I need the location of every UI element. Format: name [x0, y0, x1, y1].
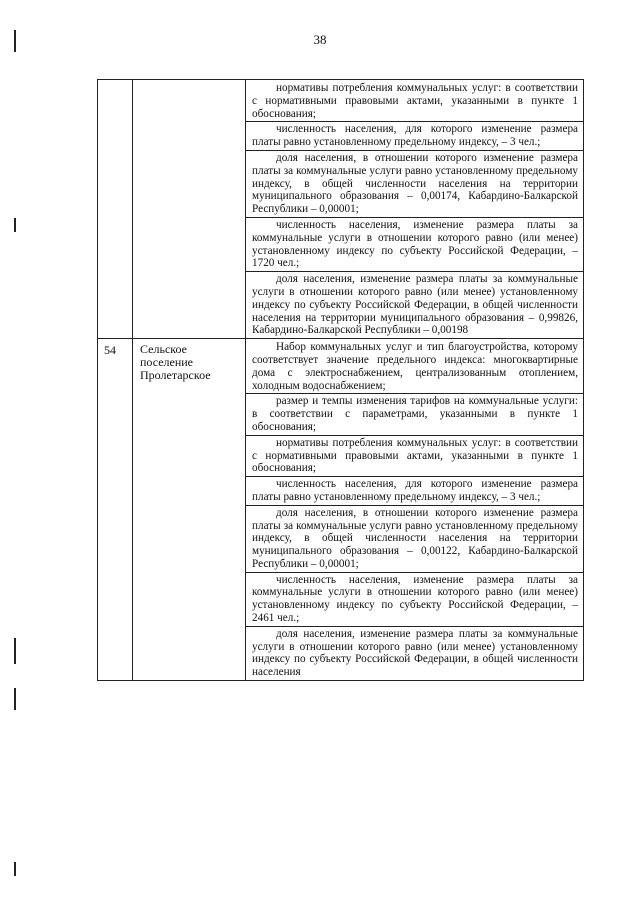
indices-table — [97, 79, 584, 681]
scan-mark — [14, 30, 16, 52]
table-row — [98, 339, 584, 681]
municipality-name-cell — [133, 80, 246, 339]
municipality-name-line: Сельское — [140, 342, 187, 357]
parameter-paragraph: численность населения, изменение размера платы за коммунальные услуги в отношении которого равно (или менее) установленному индексу по субъекту Российской Федерации, – 2461 чел.; — [246, 573, 583, 627]
row-number-cell — [98, 339, 133, 681]
parameters-cell — [246, 80, 584, 339]
parameter-paragraph: доля населения, изменение размера платы за коммунальные услуги в отношении которого равно (или менее) установленному индексу по субъекту Российской Федерации, в общей численности населения — [252, 627, 578, 679]
parameters-cell — [246, 339, 584, 681]
parameter-paragraph: размер и темпы изменения тарифов на коммунальные услуги: в соответствии с параметрами, указанными в пункте 1 обоснования; — [246, 394, 583, 435]
table-row — [98, 80, 584, 339]
scan-mark — [14, 862, 16, 876]
row-number: 54 — [104, 343, 116, 358]
municipality-name-line: поселение — [140, 355, 194, 370]
parameter-paragraph: доля населения, в отношении которого изменение размера платы за коммунальные услуги равно установленному предельному индексу, в общей численности населения на территории муниципального образования – 0,00174, Кабардино-Балкарской Республики – 0,00001; — [246, 151, 583, 218]
row-number-cell — [98, 80, 133, 339]
parameter-paragraph: численность населения, для которого изменение размера платы равно установленному предельному индексу, – 3 чел.; — [246, 122, 583, 151]
municipality-name — [133, 339, 245, 382]
municipality-name-line: Пролетарское — [140, 368, 211, 383]
parameter-paragraph: Набор коммунальных услуг и тип благоустройства, которому соответствует значение предельного индекса: многоквартирные дома с электроснабжением, централизованным отоплением, холодным водоснабжением; — [246, 339, 583, 394]
page-number: 38 — [313, 32, 327, 47]
parameter-paragraph: численность населения, изменение размера платы за коммунальные услуги в отношении которого равно (или менее) установленному индексу по субъекту Российской Федерации, – 1720 чел.; — [246, 218, 583, 272]
municipality-name — [133, 80, 245, 84]
parameter-paragraph: численность населения, для которого изменение размера платы равно установленному предельному индексу, – 3 чел.; — [246, 477, 583, 506]
parameter-paragraph: нормативы потребления коммунальных услуг: в соответствии с нормативными правовыми актами, указанными в пункте 1 обоснования; — [246, 436, 583, 477]
parameter-paragraph: доля населения, изменение размера платы за коммунальные услуги в отношении которого равно (или менее) установленному индексу по субъекту Российской Федерации, в общей численности населения на территории муниципального образования – 0,99826, Кабардино-Балкарской Республики – 0,00198 — [252, 273, 578, 337]
scan-mark — [14, 218, 16, 232]
row-number — [98, 80, 132, 84]
parameter-paragraph: нормативы потребления коммунальных услуг: в соответствии с нормативными правовыми актами, указанными в пункте 1 обоснования; — [246, 80, 583, 122]
parameter-paragraph: доля населения, в отношении которого изменение размера платы за коммунальные услуги равно установленному предельному индексу, в общей численности населения на территории муниципального образования – 0,00122, Кабардино-Балкарской Республики – 0,00001; — [246, 506, 583, 573]
municipality-name-cell — [133, 339, 246, 681]
scan-mark — [14, 638, 16, 664]
scan-mark — [14, 688, 16, 710]
